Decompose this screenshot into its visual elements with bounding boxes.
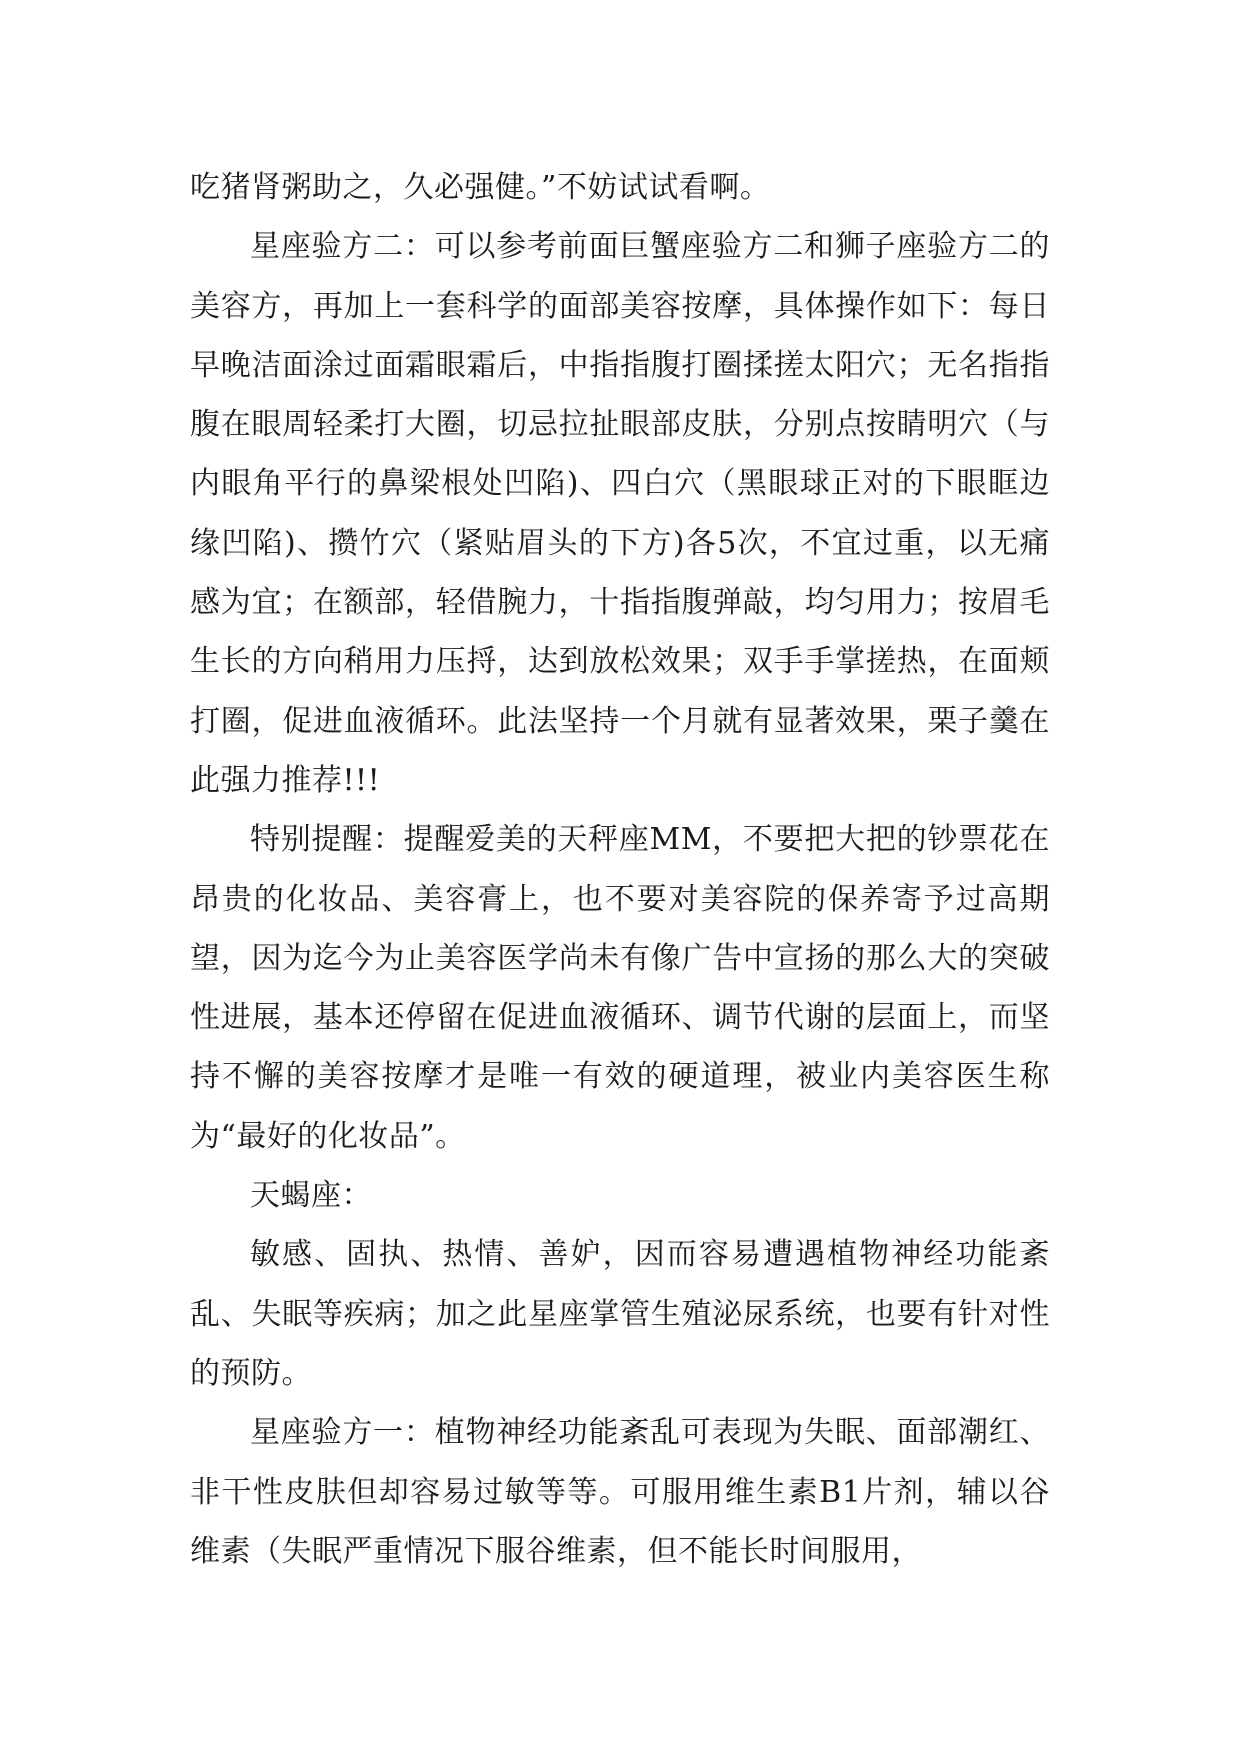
section-heading-scorpio: 天蝎座： (250, 1178, 372, 1214)
paragraph-special-reminder: 特别提醒：提醒爱美的天秤座MM，不要把大把的钞票花在昂贵的化妆品、美容膏上，也不要对美容院的保养寄予过高期望，因为迄今为止美容医学尚未有像广告中宣扬的那么大的突破性进展，基本还停留在促进血液循环、调节代谢的层面上，而坚持不懈的美容按摩才是唯一有效的硬道理，被业内美容医生称为“最好的化妆品”。 (190, 822, 1050, 1154)
document-body (190, 158, 1050, 1581)
paragraph-remedy-one: 星座验方一：植物神经功能紊乱可表现为失眠、面部潮红、非干性皮肤但却容易过敏等等。可服用维生素B1片剂，辅以谷维素（失眠严重情况下服谷维素，但不能长时间服用， (190, 1415, 1050, 1569)
paragraph-scorpio-traits: 敏感、固执、热情、善妒，因而容易遭遇植物神经功能紊乱、失眠等疾病；加之此星座掌管生殖泌尿系统，也要有针对性的预防。 (190, 1237, 1050, 1391)
paragraph-continuation: 吃猪肾粥助之，久必强健。”不妨试试看啊。 (190, 170, 771, 205)
paragraph-remedy-two: 星座验方二：可以参考前面巨蟹座验方二和狮子座验方二的美容方，再加上一套科学的面部美容按摩，具体操作如下：每日早晚洁面涂过面霜眼霜后，中指指腹打圈揉搓太阳穴；无名指指腹在眼周轻柔打大圈，切忌拉扯眼部皮肤，分别点按睛明穴（与内眼角平行的鼻梁根处凹陷)、四白穴（黑眼球正对的下眼眶边缘凹陷)、攒竹穴（紧贴眉头的下方)各5次，不宜过重，以无痛感为宜；在额部，轻借腕力，十指指腹弹敲，均匀用力；按眉毛生长的方向稍用力压捋，达到放松效果；双手手掌搓热，在面颊打圈，促进血液循环。此法坚持一个月就有显著效果，栗子羹在此强力推荐!!! (190, 229, 1050, 798)
